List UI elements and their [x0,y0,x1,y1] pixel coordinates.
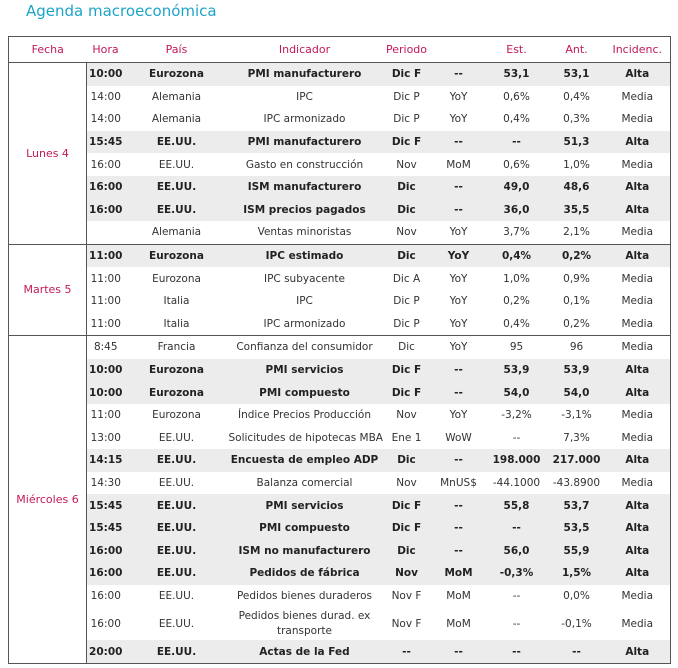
cell-hora: 11:00 [90,295,121,308]
cell-tipo: WoW [445,431,472,444]
cell-indicador: Balanza comercial [256,476,353,489]
cell-pais: EE.UU. [158,476,195,489]
cell-indicador: PMI manufacturero [229,63,381,86]
cell-est: 0,4% [503,113,530,126]
cell-tipo: -- [433,63,485,86]
cell-hora: 14:00 [90,113,121,126]
cell-incidencia: Alta [605,539,671,562]
cell-est: 198.000 [485,449,549,472]
cell-periodo: Dic [381,244,433,267]
cell-ant: -0,1% [561,617,592,630]
cell-ant: 53,1 [549,63,605,86]
cell-pais: EE.UU. [125,131,229,154]
table-row [9,494,671,517]
cell-ant: 1,5% [549,562,605,585]
cell-ant: -- [549,640,605,663]
table-row [9,607,671,640]
cell-periodo: Dic P [393,113,420,126]
cell-periodo: Dic P [393,317,420,330]
cell-tipo: MnUS$ [440,476,477,489]
cell-pais: EE.UU. [158,617,195,630]
cell-pais: EE.UU. [125,640,229,663]
cell-tipo: MoM [446,617,471,630]
table-row [9,199,671,222]
table-row [9,404,671,427]
cell-indicador: Gasto en construcción [245,158,364,171]
cell-periodo: Dic F [381,494,433,517]
cell-periodo: Dic P [393,295,420,308]
cell-incidencia: Media [605,427,671,450]
cell-ant: 0,4% [563,90,590,103]
table-row [9,131,671,154]
cell-est: 95 [485,336,549,359]
header-est: Est. [485,37,549,63]
cell-indicador: Confianza del consumidor [229,336,381,359]
agenda-body [9,63,671,664]
page-title: Agenda macroeconómica [26,2,217,20]
cell-pais: Eurozona [125,359,229,382]
cell-pais: EE.UU. [125,517,229,540]
cell-ant: 53,7 [549,494,605,517]
cell-hora: 11:00 [87,244,125,267]
cell-pais: Eurozona [125,381,229,404]
cell-incidencia: Alta [605,381,671,404]
cell-indicador: PMI compuesto [229,381,381,404]
cell-tipo: -- [433,131,485,154]
header-ant: Ant. [549,37,605,63]
cell-indicador: IPC [296,90,313,103]
cell-hora: 16:00 [87,539,125,562]
cell-est: 1,0% [503,272,530,285]
cell-est: 0,2% [503,295,530,308]
header-incidencia: Incidenc. [605,37,671,63]
cell-incidencia: Media [605,313,671,336]
cell-indicador: Pedidos bienes durad. ex transporte [238,609,371,637]
day-label: Lunes 4 [9,63,87,245]
cell-est: -3,2% [501,409,532,422]
cell-hora: 15:45 [87,517,125,540]
cell-hora: 14:30 [90,476,121,489]
cell-tipo: -- [433,381,485,404]
cell-incidencia: Alta [605,63,671,86]
table-row [9,313,671,336]
table-row [9,221,671,244]
cell-indicador: IPC armonizado [263,317,346,330]
table-row [9,63,671,86]
cell-pais: Francia [125,336,229,359]
cell-indicador: PMI manufacturero [229,131,381,154]
cell-incidencia: Media [605,585,671,608]
cell-est: 49,0 [485,176,549,199]
cell-est: 53,9 [485,359,549,382]
table-row [9,562,671,585]
cell-pais: Alemania [151,226,202,239]
cell-ant: -43.8900 [552,476,601,489]
cell-est: -- [485,640,549,663]
cell-hora: 16:00 [90,589,121,602]
cell-periodo: Dic A [392,272,421,285]
table-row [9,176,671,199]
cell-est: -0,3% [485,562,549,585]
cell-est: -- [485,517,549,540]
cell-periodo: Dic F [381,63,433,86]
cell-incidencia: Alta [605,517,671,540]
table-row [9,517,671,540]
cell-ant: 0,9% [563,272,590,285]
cell-incidencia: Media [605,108,671,131]
cell-indicador: Pedidos bienes duraderos [236,589,373,602]
cell-indicador: PMI servicios [229,359,381,382]
cell-indicador: IPC subyacente [263,272,345,285]
cell-periodo: Dic F [381,381,433,404]
cell-tipo: -- [433,176,485,199]
cell-est: 3,7% [503,226,530,239]
cell-periodo: -- [381,640,433,663]
header-tipo [433,37,485,63]
cell-est: 0,6% [503,158,530,171]
cell-periodo: Dic F [381,517,433,540]
table-header-row [9,37,671,63]
table-row [9,449,671,472]
table-row [9,267,671,290]
cell-ant: 217.000 [549,449,605,472]
cell-incidencia: Alta [605,494,671,517]
day-label: Martes 5 [9,244,87,335]
table-row [9,585,671,608]
cell-tipo: -- [433,494,485,517]
cell-est: 55,8 [485,494,549,517]
cell-tipo: -- [433,517,485,540]
cell-tipo: YoY [449,113,468,126]
cell-hora: 16:00 [90,158,121,171]
cell-hora: 16:00 [90,617,121,630]
cell-indicador: PMI compuesto [229,517,381,540]
cell-incidencia: Media [605,86,671,109]
cell-periodo: Dic F [381,131,433,154]
cell-indicador: Pedidos de fábrica [229,562,381,585]
cell-incidencia: Media [605,336,671,359]
table-row [9,86,671,109]
cell-ant: 51,3 [549,131,605,154]
cell-est: -- [485,131,549,154]
cell-hora: 16:00 [87,176,125,199]
cell-est: -- [512,589,521,602]
cell-periodo: Nov [396,158,417,171]
table-row [9,336,671,359]
header-fecha: Fecha [9,37,87,63]
cell-incidencia: Media [605,607,671,640]
cell-ant: 55,9 [549,539,605,562]
cell-hora: 13:00 [90,431,121,444]
cell-tipo: YoY [449,226,468,239]
cell-pais: Alemania [151,90,202,103]
cell-pais: EE.UU. [125,449,229,472]
cell-pais: Italia [163,317,190,330]
cell-est: 36,0 [485,199,549,222]
cell-indicador: ISM no manufacturero [229,539,381,562]
cell-hora: 10:00 [87,63,125,86]
header-hora: Hora [87,37,125,63]
cell-ant: 2,1% [563,226,590,239]
cell-incidencia: Media [605,472,671,495]
cell-incidencia: Media [605,153,671,176]
cell-hora: 20:00 [87,640,125,663]
cell-indicador: Solicitudes de hipotecas MBA [228,431,383,444]
cell-ant: 0,2% [563,317,590,330]
cell-incidencia: Alta [605,199,671,222]
table-row [9,290,671,313]
cell-est: 54,0 [485,381,549,404]
cell-est: 53,1 [485,63,549,86]
cell-est: 0,4% [503,317,530,330]
cell-ant: 0,1% [563,295,590,308]
cell-periodo: Nov [396,409,417,422]
table-row [9,244,671,267]
cell-ant: 35,5 [549,199,605,222]
cell-pais: EE.UU. [158,589,195,602]
cell-pais: Italia [163,295,190,308]
cell-tipo: MoM [433,562,485,585]
cell-hora: 11:00 [90,409,121,422]
cell-indicador: ISM manufacturero [229,176,381,199]
cell-est: 56,0 [485,539,549,562]
cell-ant: 0,3% [563,113,590,126]
cell-periodo: Nov [381,562,433,585]
cell-tipo: MoM [446,158,471,171]
cell-indicador: Encuesta de empleo ADP [229,449,381,472]
cell-hora: 14:00 [90,90,121,103]
cell-pais: Eurozona [152,272,201,285]
cell-indicador: IPC estimado [229,244,381,267]
cell-pais: EE.UU. [125,539,229,562]
cell-periodo: Nov [396,226,417,239]
cell-incidencia: Alta [605,244,671,267]
cell-hora: 14:15 [87,449,125,472]
header-indicador: Indicador [229,37,381,63]
cell-periodo: Nov F [391,617,422,630]
cell-periodo: Dic [381,539,433,562]
cell-incidencia: Alta [605,449,671,472]
cell-incidencia: Media [605,290,671,313]
cell-periodo: Dic [381,336,433,359]
cell-pais: EE.UU. [158,158,195,171]
table-row [9,640,671,663]
cell-est: -44.1000 [492,476,541,489]
cell-indicador: PMI servicios [229,494,381,517]
cell-tipo: -- [433,640,485,663]
cell-indicador: IPC armonizado [263,113,346,126]
table-row [9,472,671,495]
cell-pais: Eurozona [125,63,229,86]
cell-indicador: ISM precios pagados [229,199,381,222]
cell-est: -- [512,431,521,444]
table-row [9,359,671,382]
cell-ant: 54,0 [549,381,605,404]
cell-tipo: YoY [449,90,468,103]
cell-ant: 0,0% [563,589,590,602]
cell-incidencia: Media [605,267,671,290]
cell-tipo: MoM [446,589,471,602]
cell-hora: 16:00 [87,562,125,585]
cell-ant: 7,3% [563,431,590,444]
cell-periodo: Nov [396,476,417,489]
cell-hora: 11:00 [90,317,121,330]
cell-incidencia: Alta [605,176,671,199]
cell-periodo: Dic F [381,359,433,382]
cell-tipo: -- [433,539,485,562]
cell-pais: EE.UU. [158,431,195,444]
cell-pais: EE.UU. [125,494,229,517]
agenda-table [8,36,671,664]
table-row [9,427,671,450]
cell-tipo: YoY [449,272,468,285]
table-row [9,108,671,131]
cell-pais: Eurozona [125,244,229,267]
cell-periodo: Dic [381,449,433,472]
cell-pais: EE.UU. [125,199,229,222]
cell-pais: EE.UU. [125,562,229,585]
table-row [9,153,671,176]
table-row [9,539,671,562]
cell-tipo: YoY [433,336,485,359]
cell-hora: 10:00 [87,381,125,404]
cell-tipo: -- [433,359,485,382]
cell-periodo: Dic P [393,90,420,103]
cell-est: 0,4% [485,244,549,267]
cell-indicador: IPC [296,295,313,308]
cell-incidencia: Media [605,404,671,427]
cell-ant: 96 [549,336,605,359]
cell-ant: 48,6 [549,176,605,199]
cell-ant: 1,0% [563,158,590,171]
cell-incidencia: Alta [605,562,671,585]
cell-est: 0,6% [503,90,530,103]
cell-periodo: Dic [381,199,433,222]
cell-hora: 11:00 [90,272,121,285]
cell-hora: 16:00 [87,199,125,222]
cell-tipo: -- [433,449,485,472]
cell-hora: 10:00 [87,359,125,382]
cell-hora [87,221,125,244]
cell-incidencia: Media [605,221,671,244]
cell-pais: Eurozona [152,409,201,422]
cell-incidencia: Alta [605,131,671,154]
cell-ant: 0,2% [549,244,605,267]
cell-ant: 53,9 [549,359,605,382]
cell-incidencia: Alta [605,640,671,663]
cell-ant: 53,5 [549,517,605,540]
cell-periodo: Ene 1 [391,431,422,444]
day-label: Miércoles 6 [9,336,87,664]
cell-ant: -3,1% [561,409,592,422]
cell-tipo: YoY [433,244,485,267]
table-row [9,381,671,404]
cell-periodo: Dic [381,176,433,199]
cell-indicador: Ventas minoristas [257,226,352,239]
header-periodo: Periodo [381,37,433,63]
cell-hora: 15:45 [87,494,125,517]
cell-est: -- [512,617,521,630]
cell-periodo: Nov F [391,589,422,602]
cell-pais: Alemania [151,113,202,126]
cell-incidencia: Alta [605,359,671,382]
cell-pais: EE.UU. [125,176,229,199]
header-pais: País [125,37,229,63]
cell-hora: 15:45 [87,131,125,154]
cell-indicador: Índice Precios Producción [237,409,372,422]
cell-tipo: YoY [449,317,468,330]
cell-tipo: YoY [449,295,468,308]
cell-hora: 8:45 [87,336,125,359]
cell-tipo: YoY [449,409,468,422]
cell-tipo: -- [433,199,485,222]
cell-indicador: Actas de la Fed [229,640,381,663]
